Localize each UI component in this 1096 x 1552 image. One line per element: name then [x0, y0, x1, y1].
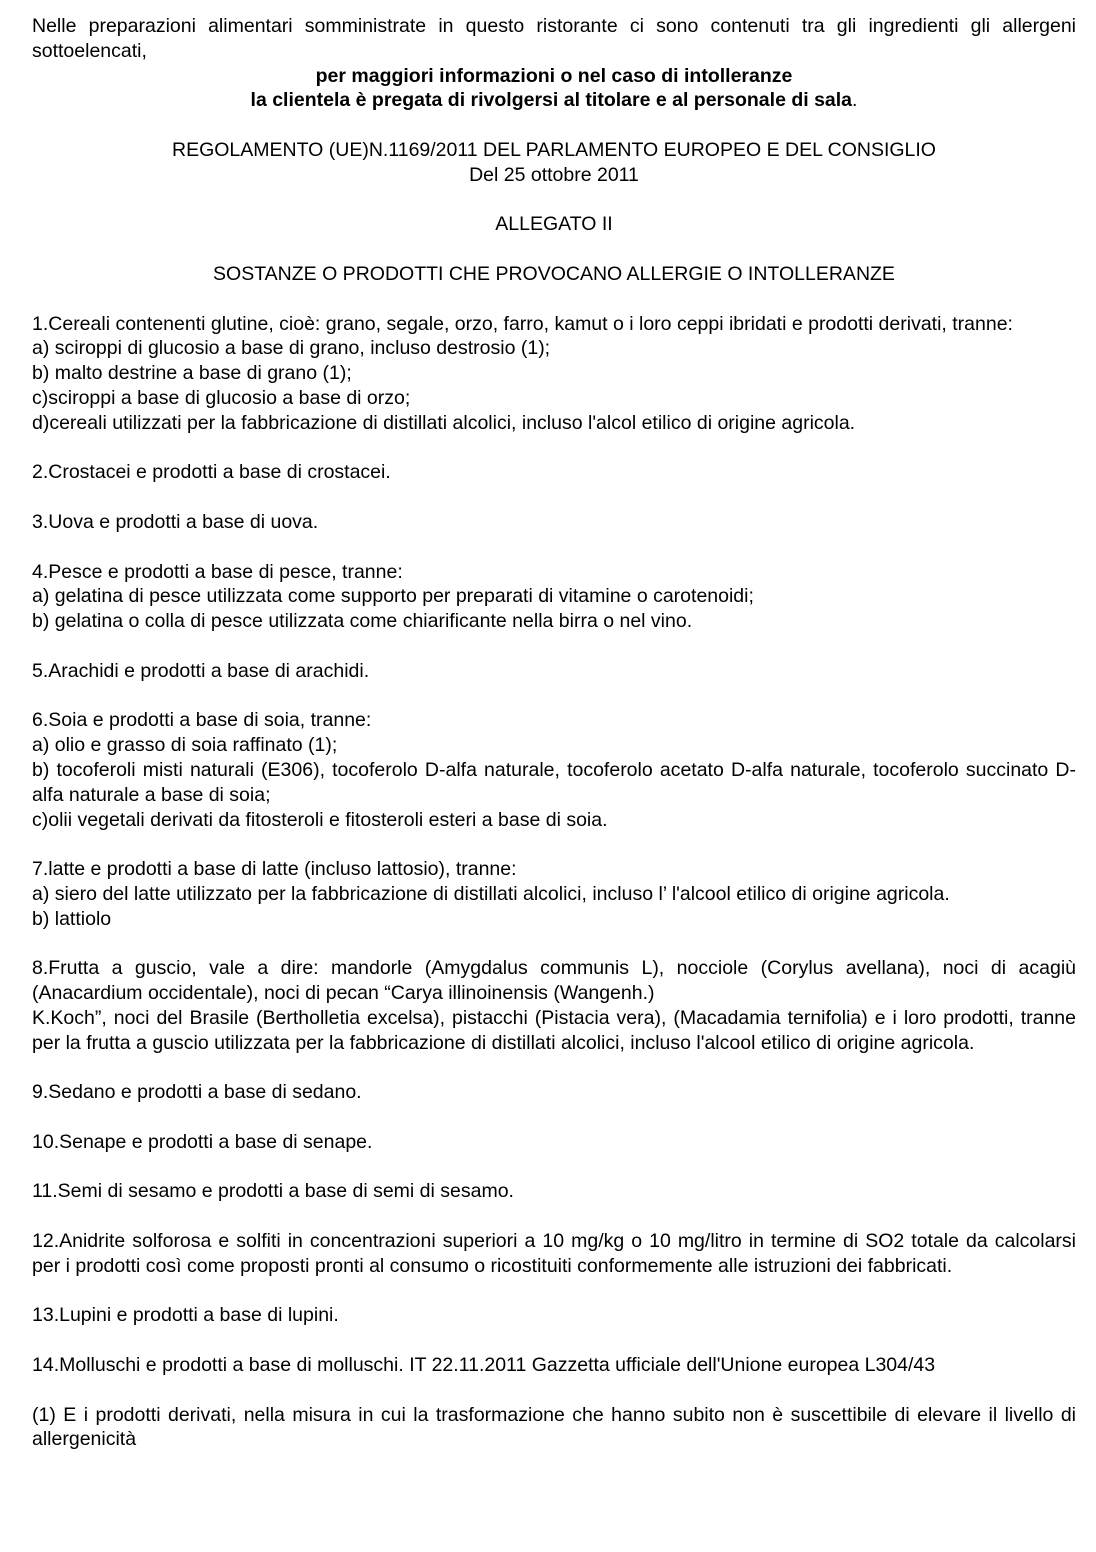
- notice-line-2-text: la clientela è pregata di rivolgersi al titolare e al personale di sala: [250, 89, 853, 112]
- spacer: [32, 113, 1076, 138]
- notice-line-1: per maggiori informazioni o nel caso di intolleranze: [315, 64, 793, 87]
- allergen-item: [32, 1179, 1076, 1204]
- notice-line-2-end: .: [852, 89, 858, 112]
- allergen-item-title: 14.Molluschi e prodotti a base di molluschi. IT 22.11.2011 Gazzetta ufficiale dell'Unione europea L304/43: [32, 1354, 936, 1377]
- spacer: [32, 485, 1076, 510]
- intro-text: Nelle preparazioni alimentari somministrate in questo ristorante ci sono contenuti tra gli ingredienti gli allergeni sottoelencati,: [32, 15, 1076, 62]
- spacer: [32, 1378, 1076, 1403]
- allergen-item: [32, 857, 1076, 931]
- spacer: [32, 535, 1076, 560]
- allergen-item: [32, 460, 1076, 485]
- regulation-title: REGOLAMENTO (UE)N.1169/2011 DEL PARLAMENTO EUROPEO E DEL CONSIGLIO: [172, 138, 936, 161]
- notice-line-2: [32, 88, 1076, 113]
- allergen-item-exception: d)cereali utilizzati per la fabbricazione di distillati alcolici, incluso l'alcol etilico di origine agricola.: [32, 411, 856, 434]
- spacer: [32, 1105, 1076, 1130]
- allergen-item-title: 1.Cereali contenenti glutine, cioè: grano, segale, orzo, farro, kamut o i loro ceppi ibridati e prodotti derivati, tranne:: [32, 312, 1013, 335]
- allergen-item-exception: a) sciroppi di glucosio a base di grano, incluso destrosio (1);: [32, 337, 551, 360]
- spacer: [32, 237, 1076, 262]
- spacer: [32, 832, 1076, 857]
- allergen-item-title: 10.Senape e prodotti a base di senape.: [32, 1130, 373, 1153]
- allergen-item-exception: a) siero del latte utilizzato per la fabbricazione di distillati alcolici, incluso l’ l'alcool etilico di origine agricola.: [32, 882, 950, 905]
- allergen-item: [32, 708, 1076, 832]
- allergen-item: [32, 1303, 1076, 1328]
- spacer: [32, 1204, 1076, 1229]
- spacer: [32, 931, 1076, 956]
- spacer: [32, 634, 1076, 659]
- allergen-item: [32, 312, 1076, 436]
- allergen-item-title: 4.Pesce e prodotti a base di pesce, tranne:: [32, 560, 403, 583]
- spacer: [32, 1279, 1076, 1304]
- allergen-item: [32, 560, 1076, 634]
- allergen-item: [32, 1080, 1076, 1105]
- allergen-item-exception: b) tocoferoli misti naturali (E306), tocoferolo D-alfa naturale, tocoferolo acetato D-alfa naturale, tocoferolo succinato D-alfa naturale a base di soia;: [32, 758, 1076, 806]
- allergen-item-title: 13.Lupini e prodotti a base di lupini.: [32, 1304, 339, 1327]
- allergen-item-title: 7.latte e prodotti a base di latte (incluso lattosio), tranne:: [32, 858, 517, 881]
- footnote: (1) E i prodotti derivati, nella misura in cui la trasformazione che hanno subito non è suscettibile di elevare il livello di allergenicità: [32, 1403, 1076, 1451]
- allergen-item: [32, 510, 1076, 535]
- allergen-item-exception: b) gelatina o colla di pesce utilizzata come chiarificante nella birra o nel vino.: [32, 610, 693, 633]
- allergen-item-exception: c)olii vegetali derivati da fitosteroli e fitosteroli esteri a base di soia.: [32, 808, 608, 831]
- allergen-item: [32, 1353, 1076, 1378]
- spacer: [32, 1328, 1076, 1353]
- spacer: [32, 188, 1076, 213]
- annex-title: ALLEGATO II: [495, 213, 613, 236]
- allergen-item-title: 12.Anidrite solforosa e solfiti in concentrazioni superiori a 10 mg/kg o 10 mg/litro in termine di SO2 totale da calcolarsi per i prodotti così come proposti pronti al consumo o ricostituiti conformemente alle istruzioni dei fabbricati.: [32, 1230, 1076, 1277]
- spacer: [32, 1055, 1076, 1080]
- allergen-item-exception: c)sciroppi a base di glucosio a base di orzo;: [32, 386, 411, 409]
- allergen-item: [32, 956, 1076, 1055]
- regulation-date: Del 25 ottobre 2011: [469, 163, 639, 186]
- allergen-item: [32, 659, 1076, 684]
- allergen-item-title: 5.Arachidi e prodotti a base di arachidi.: [32, 659, 370, 682]
- spacer: [32, 436, 1076, 461]
- spacer: [32, 1155, 1076, 1180]
- spacer: [32, 287, 1076, 312]
- allergen-item: [32, 1229, 1076, 1279]
- allergen-item-title: 6.Soia e prodotti a base di soia, tranne:: [32, 709, 372, 732]
- allergen-item-exception: K.Koch”, noci del Brasile (Bertholletia excelsa), pistacchi (Pistacia vera), (Macadamia ternifolia) e i loro prodotti, tranne per la frutta a guscio utilizzata per la fabbricazione di distillati alcolici, incluso l'alcool etilico di origine agricola.: [32, 1006, 1076, 1054]
- allergen-item-exception: a) olio e grasso di soia raffinato (1);: [32, 734, 338, 757]
- allergen-item-exception: a) gelatina di pesce utilizzata come supporto per preparati di vitamine o carotenoidi;: [32, 585, 754, 608]
- allergens-heading: SOSTANZE O PRODOTTI CHE PROVOCANO ALLERGIE O INTOLLERANZE: [213, 262, 895, 285]
- allergen-item-title: 3.Uova e prodotti a base di uova.: [32, 510, 319, 533]
- allergen-item: [32, 1130, 1076, 1155]
- allergen-item-exception: b) malto destrine a base di grano (1);: [32, 362, 352, 385]
- allergen-item-exception: b) lattiolo: [32, 907, 112, 930]
- allergen-list: [32, 312, 1076, 1403]
- allergen-item-title: 2.Crostacei e prodotti a base di crostacei.: [32, 461, 391, 484]
- allergen-item-title: 11.Semi di sesamo e prodotti a base di semi di sesamo.: [32, 1180, 514, 1203]
- allergen-item-title: 9.Sedano e prodotti a base di sedano.: [32, 1081, 362, 1104]
- allergen-item-title: 8.Frutta a guscio, vale a dire: mandorle (Amygdalus communis L), nocciole (Corylus avellana), noci di acagiù (Anacardium occidentale), noci di pecan “Carya illinoinensis (Wangenh.): [32, 957, 1076, 1005]
- spacer: [32, 684, 1076, 709]
